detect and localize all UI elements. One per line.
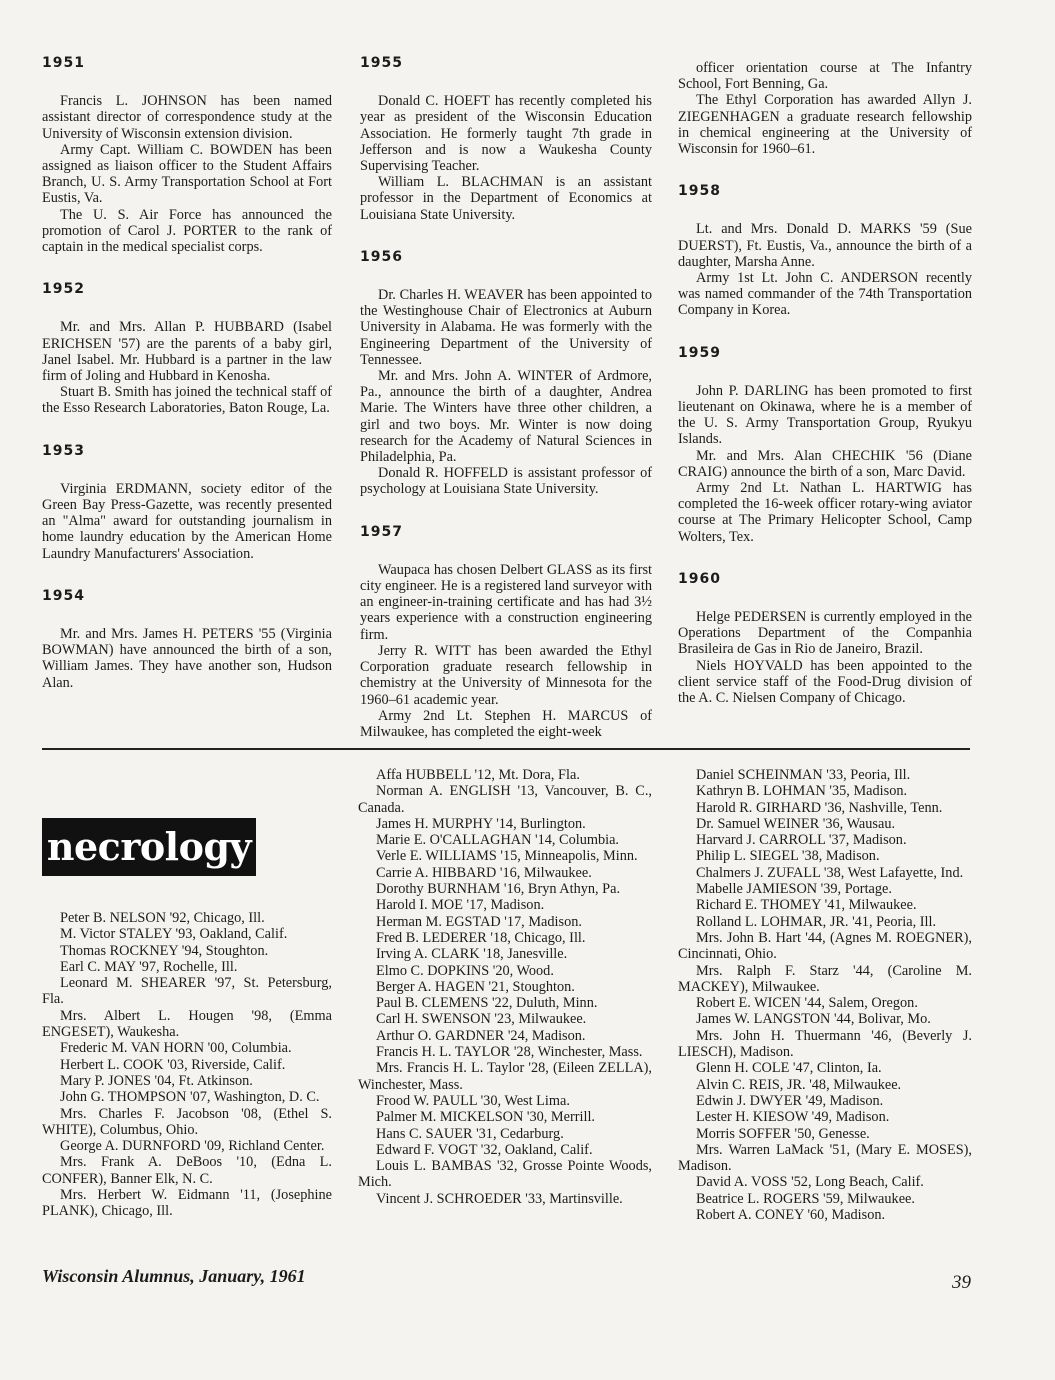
necrology-entry: Harold R. GIRHARD '36, Nashville, Tenn. [696,799,943,816]
necrology-entry: Mrs. Albert L. Hougen '98, (Emma ENGESET), Waukesha. [42,1007,332,1041]
necrology-entry: Irving A. CLARK '18, Janesville. [376,946,568,963]
necrology-entry: Mrs. Charles F. Jacobson '08, (Ethel S. WHITE), Columbus, Ohio. [42,1105,332,1138]
necrology-column-3 [678,767,972,1223]
necrology-entry: Berger A. HAGEN '21, Stoughton. [376,978,575,995]
year-section [42,281,332,416]
necrology-entry: Chalmers J. ZUFALL '38, West Lafayette, Ind. [696,864,964,881]
necrology-entry: Daniel SCHEINMAN '33, Peoria, Ill. [696,767,911,783]
year-heading: 1953 [42,442,85,459]
necrology-entry: Vincent J. SCHROEDER '33, Martinsville. [376,1190,623,1207]
year-heading: 1957 [360,523,403,540]
necrology-entry: Harold I. MOE '17, Madison. [376,897,545,914]
year-section [42,588,332,691]
year-section [678,571,972,706]
section-divider [42,748,970,750]
necrology-entry: Peter B. NELSON '92, Chicago, Ill. [60,910,265,926]
necrology-entry: Philip L. SIEGEL '38, Madison. [696,848,880,865]
news-paragraph: Army 2nd Lt. Nathan L. HARTWIG has completed the 16-week officer rotary-wing aviator course at The Primary Helicopter School, Camp Wolters, Tex. [678,480,972,545]
column-3 [678,60,972,732]
year-heading: 1958 [678,183,721,200]
necrology-entry: Mrs. John B. Hart '44, (Agnes M. ROEGNER), Cincinnati, Ohio. [678,929,972,963]
necrology-entry: Verle E. WILLIAMS '15, Minneapolis, Minn. [376,848,638,865]
necrology-entry: Lester H. KIESOW '49, Madison. [696,1109,890,1126]
necrology-entry: John G. THOMPSON '07, Washington, D. C. [60,1089,320,1106]
necrology-entry: Frood W. PAULL '30, West Lima. [376,1092,570,1109]
necrology-entry: Carl H. SWENSON '23, Milwaukee. [376,1011,587,1028]
year-heading: 1951 [42,55,85,71]
year-section [678,345,972,545]
necrology-entry: Thomas ROCKNEY '94, Stoughton. [60,942,269,959]
year-section [360,55,652,223]
necrology-entry: Frederic M. VAN HORN '00, Columbia. [60,1040,292,1057]
news-paragraph: Mr. and Mrs. Alan CHECHIK '56 (Diane CRAIG) announce the birth of a son, Marc David. [678,447,972,480]
necrology-entry: Earl C. MAY '97, Rochelle, Ill. [60,958,238,975]
necrology-entry: Paul B. CLEMENS '22, Duluth, Minn. [376,995,598,1012]
news-paragraph: Army 2nd Lt. Stephen H. MARCUS of Milwaukee, has completed the eight-week [360,707,652,740]
necrology-entry: Hans C. SAUER '31, Cedarburg. [376,1125,564,1142]
publication-footer: Wisconsin Alumnus, January, 1961 [42,1266,306,1286]
necrology-entry: Norman A. ENGLISH '13, Vancouver, B. C., Canada. [358,783,652,816]
necrology-entry: Mrs. John H. Thuermann '46, (Beverly J. LIESCH), Madison. [678,1027,972,1061]
necrology-entry: Edward F. VOGT '32, Oakland, Calif. [376,1141,593,1158]
news-paragraph: Army Capt. William C. BOWDEN has been assigned as liaison officer to the Student Affairs Branch, U. S. Army Transportation School at Fort Eustis, Va. [42,141,332,207]
news-paragraph: The Ethyl Corporation has awarded Allyn J. ZIEGENHAGEN a graduate research fellowship in chemical engineering at the University of Wisconsin for 1960–61. [678,92,972,158]
necrology-entry: Mrs. Frank A. DeBoos '10, (Edna L. CONFER), Banner Elk, N. C. [42,1154,332,1187]
necrology-entry: Dorothy BURNHAM '16, Bryn Athyn, Pa. [376,881,621,898]
necrology-entry: George A. DURNFORD '09, Richland Center. [60,1138,325,1155]
necrology-entry: Richard E. THOMEY '41, Milwaukee. [696,897,917,914]
column-1 [42,55,332,717]
year-section [360,524,652,740]
news-paragraph: Mr. and Mrs. James H. PETERS '55 (Virginia BOWMAN) have announced the birth of a son, William James. They have another son, Hudson Alan. [42,626,332,691]
news-paragraph: Donald C. HOEFT has recently completed his year as president of the Wisconsin Education Association. He formerly taught 7th grade in Jefferson and is now a Waukesha County Supervising Teacher. [360,93,652,175]
necrology-entry: Marie E. O'CALLAGHAN '14, Columbia. [376,832,620,849]
news-paragraph: Helge PEDERSEN is currently employed in the Operations Department of the Companhia Brasileira de Gas in Rio de Janeiro, Brazil. [678,609,972,658]
year-section [42,443,332,562]
necrology-entry: Herman M. EGSTAD '17, Madison. [376,913,582,930]
necrology-entry: Elmo C. DOPKINS '20, Wood. [376,962,554,979]
necrology-entry: Palmer M. MICKELSON '30, Merrill. [376,1109,595,1126]
year-heading: 1956 [360,248,403,265]
news-paragraph: Donald R. HOFFELD is assistant professor of psychology at Louisiana State University. [360,465,652,498]
year-heading: 1960 [678,570,721,587]
year-section [42,55,332,255]
year-heading: 1954 [42,587,85,604]
necrology-entry: James H. MURPHY '14, Burlington. [376,815,586,832]
news-paragraph: Stuart B. Smith has joined the technical staff of the Esso Research Laboratories, Baton Rouge, La. [42,384,332,417]
necrology-heading: necrology [42,818,256,876]
necrology-column-1 [42,910,332,1220]
necrology-entry: Beatrice L. ROGERS '59, Milwaukee. [696,1190,915,1207]
necrology-entry: Herbert L. COOK '03, Riverside, Calif. [60,1056,286,1073]
necrology-entry: Leonard M. SHEARER '97, St. Petersburg, Fla. [42,975,332,1008]
year-heading: 1955 [360,55,403,71]
necrology-entry: Francis H. L. TAYLOR '28, Winchester, Mass. [376,1044,643,1061]
necrology-column-2 [358,767,652,1207]
column-2 [360,55,652,766]
necrology-entry: Mabelle JAMIESON '39, Portage. [696,881,892,898]
year-section [678,183,972,318]
necrology-entry: Glenn H. COLE '47, Clinton, Ia. [696,1060,882,1077]
necrology-entry: Dr. Samuel WEINER '36, Wausau. [696,815,896,832]
news-paragraph: officer orientation course at The Infantry School, Fort Benning, Ga. [678,60,972,93]
necrology-entry: Mrs. Ralph F. Starz '44, (Caroline M. MACKEY), Milwaukee. [678,962,972,995]
news-paragraph: Virginia ERDMANN, society editor of the Green Bay Press-Gazette, was recently presented an "Alma" award for outstanding journalism in home laundry education by the American Home Laundry Manufacturers' Association. [42,480,332,562]
necrology-entry: Mrs. Francis H. L. Taylor '28, (Eileen ZELLA), Winchester, Mass. [358,1060,652,1093]
news-paragraph: The U. S. Air Force has announced the promotion of Carol J. PORTER to the rank of captain in the medical specialist corps. [42,206,332,256]
news-paragraph: John P. DARLING has been promoted to first lieutenant on Okinawa, where he is a member of the U. S. Army Transportation Group, Ryukyu Islands. [678,382,972,448]
necrology-entry: Mrs. Herbert W. Eidmann '11, (Josephine PLANK), Chicago, Ill. [42,1187,332,1220]
necrology-entry: Alvin C. REIS, JR. '48, Milwaukee. [696,1076,902,1093]
necrology-entry: Robert A. CONEY '60, Madison. [696,1207,886,1224]
necrology-entry: David A. VOSS '52, Long Beach, Calif. [696,1174,924,1191]
necrology-entry: Kathryn B. LOHMAN '35, Madison. [696,783,908,800]
necrology-entry: Carrie A. HIBBARD '16, Milwaukee. [376,864,592,881]
necrology-entry: Mary P. JONES '04, Ft. Atkinson. [60,1072,253,1089]
year-section [360,249,652,498]
necrology-entry: Rolland L. LOHMAR, JR. '41, Peoria, Ill. [696,913,937,930]
news-paragraph: Army 1st Lt. John C. ANDERSON recently was named commander of the 74th Transportation Company in Korea. [678,270,972,319]
necrology-entry: James W. LANGSTON '44, Bolivar, Mo. [696,1011,931,1028]
necrology-entry: Morris SOFFER '50, Genesse. [696,1125,870,1142]
necrology-entry: M. Victor STALEY '93, Oakland, Calif. [60,926,288,943]
necrology-entry: Arthur O. GARDNER '24, Madison. [376,1027,586,1044]
news-paragraph: Niels HOYVALD has been appointed to the client service staff of the Food-Drug division of the A. C. Nielsen Company of Chicago. [678,657,972,707]
necrology-entry: Affa HUBBELL '12, Mt. Dora, Fla. [376,767,580,783]
year-section [678,60,972,157]
page-number: 39 [952,1272,971,1293]
year-heading: 1959 [678,344,721,361]
news-paragraph: Francis L. JOHNSON has been named assistant director of correspondence study at the University of Wisconsin extension division. [42,93,332,142]
news-paragraph: Dr. Charles H. WEAVER has been appointed to the Westinghouse Chair of Electronics at Auburn University in Alabama. He was formerly with the Engineering Department of the University of Tennessee. [360,287,652,368]
necrology-entry: Edwin J. DWYER '49, Madison. [696,1092,884,1109]
year-heading: 1952 [42,281,85,298]
news-paragraph: Mr. and Mrs. John A. WINTER of Ardmore, Pa., announce the birth of a daughter, Andrea Marie. The Winters have three other children, a girl and two boys. Mr. Winter is now doing research for the Academy of Natural Sciences in Philadelphia, Pa. [360,368,652,466]
necrology-entry: Louis L. BAMBAS '32, Grosse Pointe Woods, Mich. [358,1158,652,1191]
necrology-entry: Mrs. Warren LaMack '51, (Mary E. MOSES), Madison. [678,1141,972,1175]
news-paragraph: Lt. and Mrs. Donald D. MARKS '59 (Sue DUERST), Ft. Eustis, Va., announce the birth of a daughter, Marsha Anne. [678,221,972,270]
news-paragraph: Jerry R. WITT has been awarded the Ethyl Corporation graduate research fellowship in chemistry at the University of Minnesota for the 1960–61 academic year. [360,642,652,708]
necrology-entry: Fred B. LEDERER '18, Chicago, Ill. [376,929,586,946]
news-paragraph: Mr. and Mrs. Allan P. HUBBARD (Isabel ERICHSEN '57) are the parents of a baby girl, Janel Isabel. Mr. Hubbard is a partner in the law firm of Joling and Hubbard in Kenosha. [42,319,332,385]
necrology-entry: Harvard J. CARROLL '37, Madison. [696,832,907,849]
news-paragraph: William L. BLACHMAN is an assistant professor in the Department of Economics at Louisiana State University. [360,174,652,223]
news-paragraph: Waupaca has chosen Delbert GLASS as its first city engineer. He is a registered land surveyor with an engineer-in-training certificate and has had 3½ years experience with a construction engineering firm. [360,561,652,643]
necrology-entry: Robert E. WICEN '44, Salem, Oregon. [696,995,918,1012]
